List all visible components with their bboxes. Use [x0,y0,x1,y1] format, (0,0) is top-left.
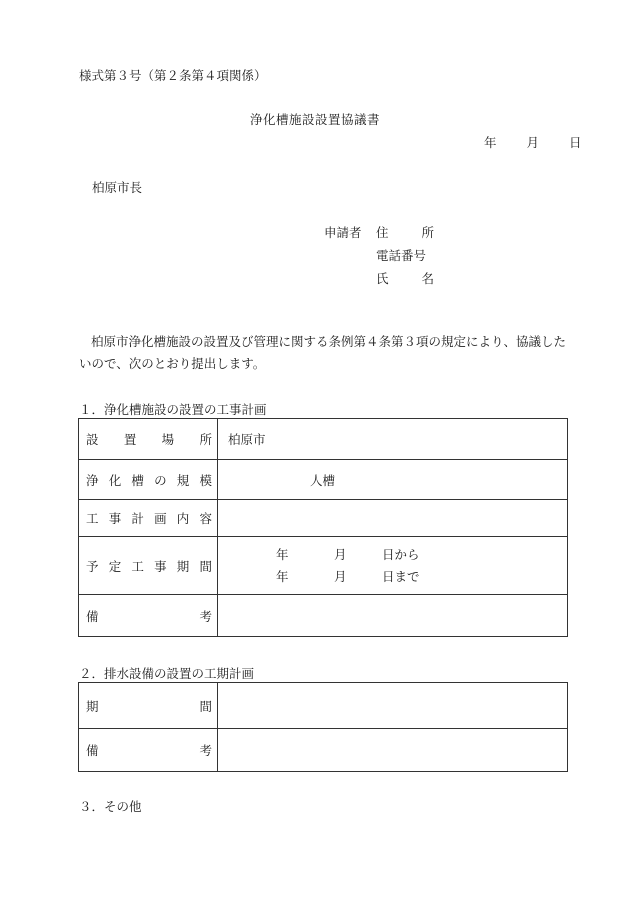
work-plan-label: 工 事 計 画 内 容 [79,500,218,537]
date-line [484,133,582,151]
drainage-plan-table [78,682,568,772]
table-row [79,729,568,772]
period-label: 期 間 [79,683,218,729]
table-row [79,537,568,595]
date-day: 日 [569,135,582,150]
scheduled-period-field[interactable] [218,537,568,595]
address-label: 住 所 [376,225,434,240]
work-plan-field[interactable] [218,500,568,537]
remarks2-label: 備 考 [79,729,218,772]
construction-plan-table [78,418,568,637]
tank-capacity-label: 浄 化 槽 の 規 模 [79,460,218,500]
period-field[interactable] [218,683,568,729]
table-row [79,500,568,537]
table-row [79,460,568,500]
period-end: 年 月 日まで [276,568,420,584]
table-row [79,595,568,637]
remarks2-field[interactable] [218,729,568,772]
form-number: 様式第３号（第２条第４項関係） [79,68,267,83]
remarks-field[interactable] [218,595,568,637]
period-start: 年 月 日から [276,546,420,562]
date-month: 月 [526,135,540,150]
document-title: 浄化槽施設設置協議書 [249,112,380,127]
installation-location-label: 設 置 場 所 [79,419,218,460]
applicant-role: 申請者 [324,225,362,240]
remarks-label: 備 考 [79,595,218,637]
phone-label: 電話番号 [376,248,427,263]
name-label: 氏 名 [376,271,434,286]
date-year: 年 [484,135,497,150]
table-row [79,419,568,460]
section3-heading: ３．その他 [79,799,142,814]
scheduled-period-label: 予 定 工 事 期 間 [79,537,218,595]
section1-heading: １．浄化槽施設の設置の工事計画 [79,402,267,417]
applicant-block [324,221,434,290]
tank-capacity-field[interactable]: 人槽 [218,460,568,500]
installation-location-field[interactable]: 柏原市 [218,419,568,460]
addressee: 柏原市長 [92,180,143,195]
table-row [79,683,568,729]
section2-heading: ２．排水設備の設置の工期計画 [79,666,255,681]
body-paragraph: 柏原市浄化槽施設の設置及び管理に関する条例第４条第３項の規定により、協議したいので、次のとおり提出します。 [79,334,567,371]
